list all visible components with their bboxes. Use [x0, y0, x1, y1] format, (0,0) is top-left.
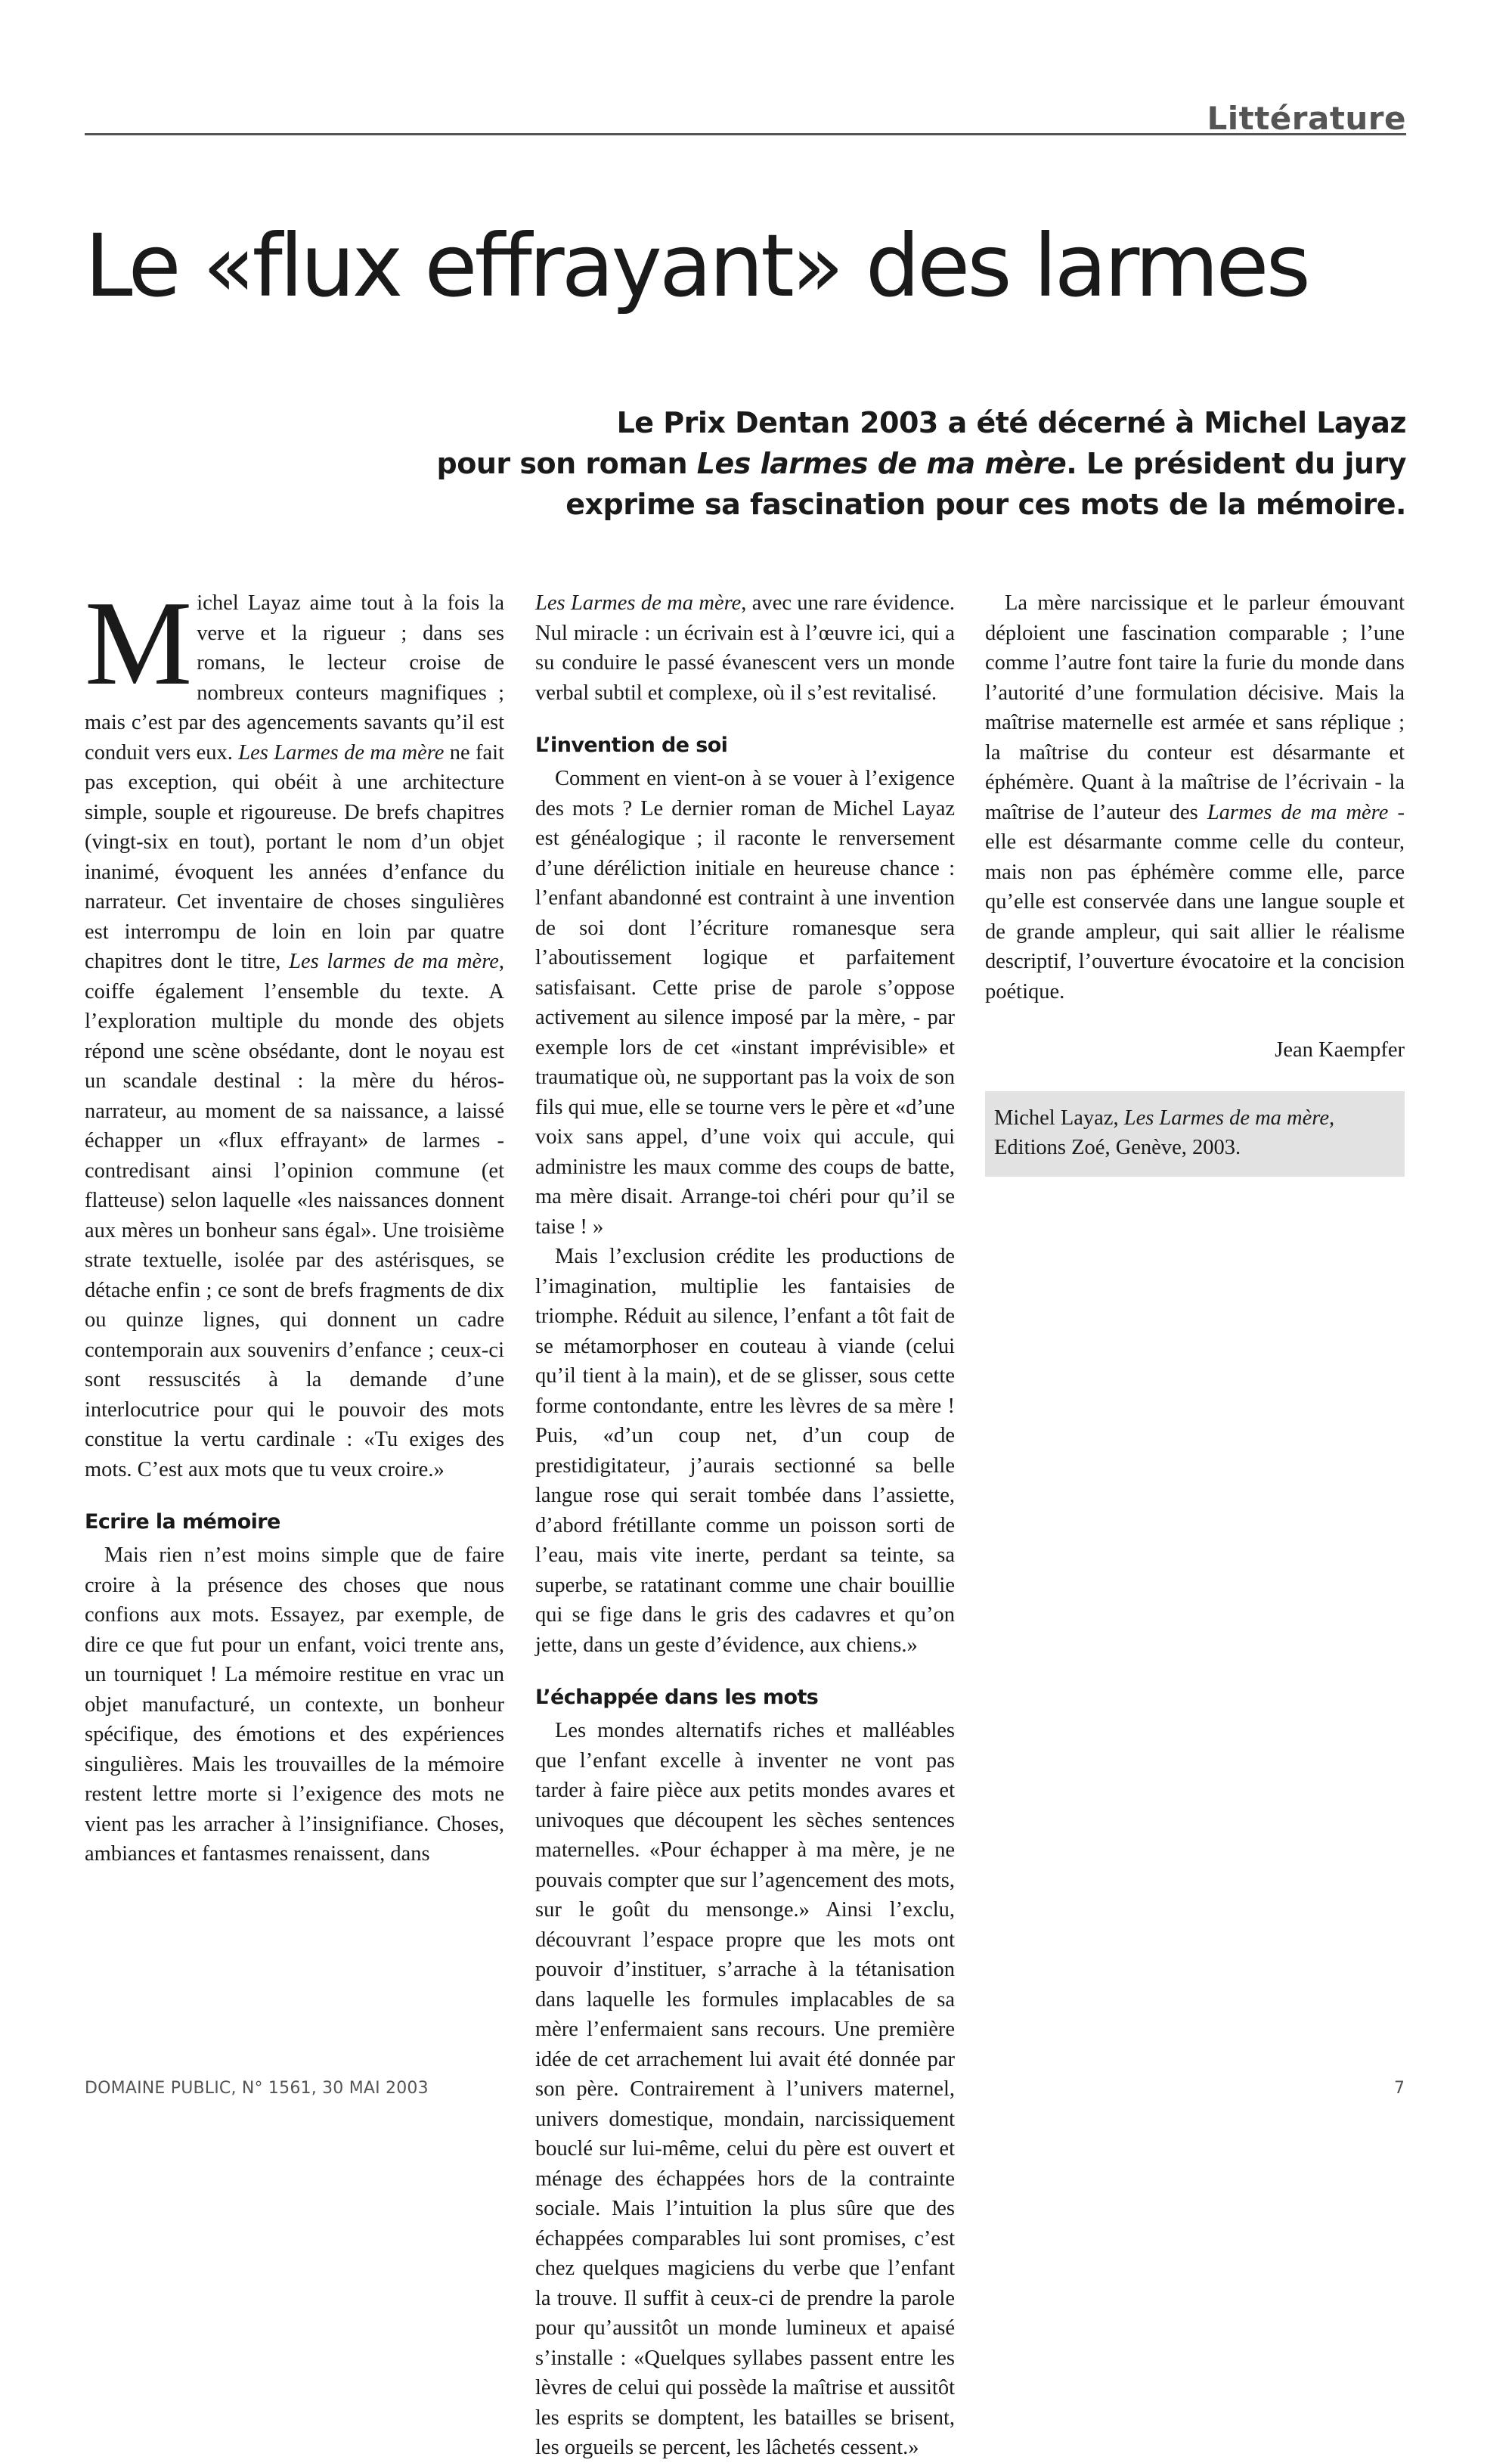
dek-line-3: exprime sa fascination pour ces mots de la mémoire.	[565, 488, 1406, 521]
article-column-1	[85, 575, 504, 1869]
book-title-italic: Larmes de ma mère	[1207, 800, 1389, 824]
paragraph-ecrire-text: Mais rien n’est moins simple que de faire croire à la présence des choses que nous confions aux mots. Essayez, par exemple, de dire ce que fut pour un enfant, voici trente ans, un tourniquet ! La mémoire restitue en vrac un objet manufacturé, un contexte, un bonheur spécifique, des émotions et des expériences singulières. Mais les trouvailles de la mémoire restent lettre morte si l’exigence des mots ne vient pas les arracher à l’insignifiance. Choses, ambiances et fantasmes renaissent, dans	[85, 1543, 504, 1866]
dek-line-1: Le Prix Dentan 2003 a été décerné à Michel Layaz	[616, 406, 1406, 439]
book-author: Michel Layaz,	[994, 1106, 1124, 1130]
page-number: 7	[1394, 2079, 1405, 2098]
author-signature: Jean Kaempfer	[1275, 1038, 1405, 1062]
paragraph-conclusion-text-b: - elle est désarmante comme celle du conteur, mais non pas éphémère comme elle, parce qu’elle est conservée dans une langue souple et de grande ampleur, qui sait allier le réalisme descriptif, l’ouverture évocatoire et la concision poétique.	[985, 800, 1405, 1004]
paragraph-conclusion-text-a: La mère narcissique et le parleur émouvant déploient une fascination comparable ; l’une comme l’autre font taire la furie du monde dans l’autorité d’une formulation décisive. Mais la maîtrise maternelle est armée et sans réplique ; la maîtrise du conteur est désarmante et éphémère. Quant à la maîtrise de l’écrivain - la maîtrise de l’auteur des	[985, 591, 1405, 824]
subhead-echappee-dans-les-mots: L’échappée dans les mots	[535, 1686, 819, 1709]
paragraph-invention: Comment en vient-on à se vouer à l’exigence des mots ? Le dernier roman de Michel Layaz est généalogique ; il raconte le renversement d’une déréliction initiale en heureuse chance : l’enfant abandonné est contraint à une invention de soi dont l’écriture romanesque sera l’aboutissement logique et parfaitement satisfaisant. Cette prise de parole s’oppose activement au silence imposé par la mère, - par exemple lors de cet «instant imprévisible» et traumatique où, ne supportant pas la voix de son fils qui mue, elle se tourne vers le père et «d’une voix sans appel, d’une voix qui accule, qui administre les maux comme des coups de batte, ma mère disait. Arrange-toi chéri pour qu’il se taise ! »	[535, 767, 955, 1239]
paragraph-ecrire	[85, 1540, 504, 1869]
article-column-3	[985, 588, 1405, 1177]
subhead-ecrire-la-memoire: Ecrire la mémoire	[85, 1510, 280, 1534]
dek-line-2-end: . Le président du jury	[1066, 447, 1406, 480]
article-column-2	[535, 588, 955, 2463]
paragraph-intro-text-a: ichel Layaz aime tout à la fois la verve et la rigueur ; dans ses romans, le lecteur croise de nombreux conteurs magnifiques ; mais c’est par des agencements savants qu’il est conduit vers eux.	[85, 591, 504, 765]
paragraph-echappee: Les mondes alternatifs riches et malléables que l’enfant excelle à inventer ne vont pas tarder à faire pièce aux petits mondes avares et univoques que découpent les sèches sentences maternelles. «Pour échapper à ma mère, je ne pouvais compter que sur l’agencement des mots, sur le goût du mensonge.» Ainsi l’exclu, découvrant l’espace propre que les mots ont pouvoir d’instituer, s’arrache à la tétanisation dans laquelle les formules implacables de sa mère l’enfermaient sans recours. Une première idée de cet arrachement lui avait été donnée par son père. Contrairement à l’univers maternel, univers domestique, mondain, narcissiquement bouclé sur lui-même, celui du père est ouvert et ménage des échappées hors de la contrainte sociale. Mais l’intuition la plus sûre que des échappées comparables lui sont promises, c’est chez quelques magiciens du verbe que l’enfant la trouve. Il suffit à ceux-ci de prendre la parole pour qu’aussitôt un monde lumineux et apaisé s’installe : «Quelques syllabes passent entre les lèvres de celui qui possède la maîtrise et aussitôt les esprits se domptent, les batailles se brisent, les orgueils se percent, les lâchetés cessent.»	[535, 1719, 955, 2459]
book-publisher: Editions Zoé, Genève, 2003.	[994, 1136, 1241, 1159]
paragraph-intro	[85, 575, 504, 1484]
paragraph-ecrire-text-b: , avec une rare évidence. Nul miracle : un écrivain est à l’œuvre ici, qui a su conduire le passé évanescent vers un monde verbal subtil et complexe, où il s’est revitalisé.	[535, 591, 955, 705]
header-rule	[85, 133, 1406, 135]
article-dek	[348, 402, 1406, 525]
paragraph-exclusion: Mais l’exclusion crédite les productions de l’imagination, multiplie les fantaisies de triomphe. Réduit au silence, l’enfant a tôt fait de se métamorphoser en couteau à viande (celui qu’il tient à la main), et de se glisser, sous cette forme contondante, entre les lèvres de sa mère ! Puis, «d’un coup net, d’un coup de prestidigitateur, j’aurais sectionné sa belle langue rose qui serait tombée dans l’assiette, d’abord frétillante comme un poisson sorti de l’eau, mais vite inerte, perdant sa teinte, sa superbe, se ratatinant comme une chair bouillie qui se fige dans le gris des cadavres et qu’on jette, dans un geste d’évidence, aux chiens.»	[535, 1245, 955, 1657]
book-title: Les Larmes de ma mère,	[1123, 1106, 1335, 1130]
dek-line-2	[348, 443, 1406, 484]
drop-cap: M	[85, 575, 193, 710]
paragraph-conclusion	[985, 588, 1405, 1007]
section-label: Littérature	[1207, 100, 1406, 137]
footer-publication: DOMAINE PUBLIC, N° 1561, 30 MAI 2003	[85, 2079, 429, 2098]
book-reference-box	[985, 1091, 1405, 1177]
dek-line-2-start: pour son roman	[436, 447, 697, 480]
paragraph-intro-text-b: ne fait pas exception, qui obéit à une architecture simple, souple et rigoureuse. De brefs chapitres (vingt-six en tout), portant le nom d’un objet inanimé, évoquent les années d’enfance du narrateur. Cet inventaire de choses singulières est interrompu de loin en loin par quatre chapitres dont le titre,	[85, 740, 504, 973]
book-title-italic: Les Larmes de ma mère	[238, 740, 445, 765]
paragraph-intro-text-c: , coiffe également l’ensemble du texte. A l’exploration multiple du monde des objets répond une scène obsédante, dont le noyau est un scandale destinal : la mère du héros-narrateur, au moment de sa naissance, a laissé échapper un «flux effrayant» de larmes - contredisant ainsi l’opinion commune (et flatteuse) selon laquelle «les naissances donnent aux mères un bonheur sans égal». Une troisième strate textuelle, isolée par des astérisques, se détache enfin ; ce sont de brefs fragments de dix ou quinze lignes, qui donnent un cadre contemporain aux souvenirs d’enfance ; ceux-ci sont ressuscités à la demande d’une interlocutrice pour qui le pouvoir des mots constitue la vertu cardinale : «Tu exiges des mots. C’est aux mots que tu veux croire.»	[85, 950, 504, 1481]
article-title: Le «flux effrayant» des larmes	[85, 216, 1308, 316]
book-title-italic: Les Larmes de ma mère	[535, 591, 742, 615]
dek-book-title: Les larmes de ma mère	[696, 447, 1067, 480]
paragraph-ecrire-continued	[535, 588, 955, 708]
subhead-invention-de-soi: L’invention de soi	[535, 734, 728, 757]
chapter-title-italic: Les larmes de ma mère	[289, 950, 499, 973]
